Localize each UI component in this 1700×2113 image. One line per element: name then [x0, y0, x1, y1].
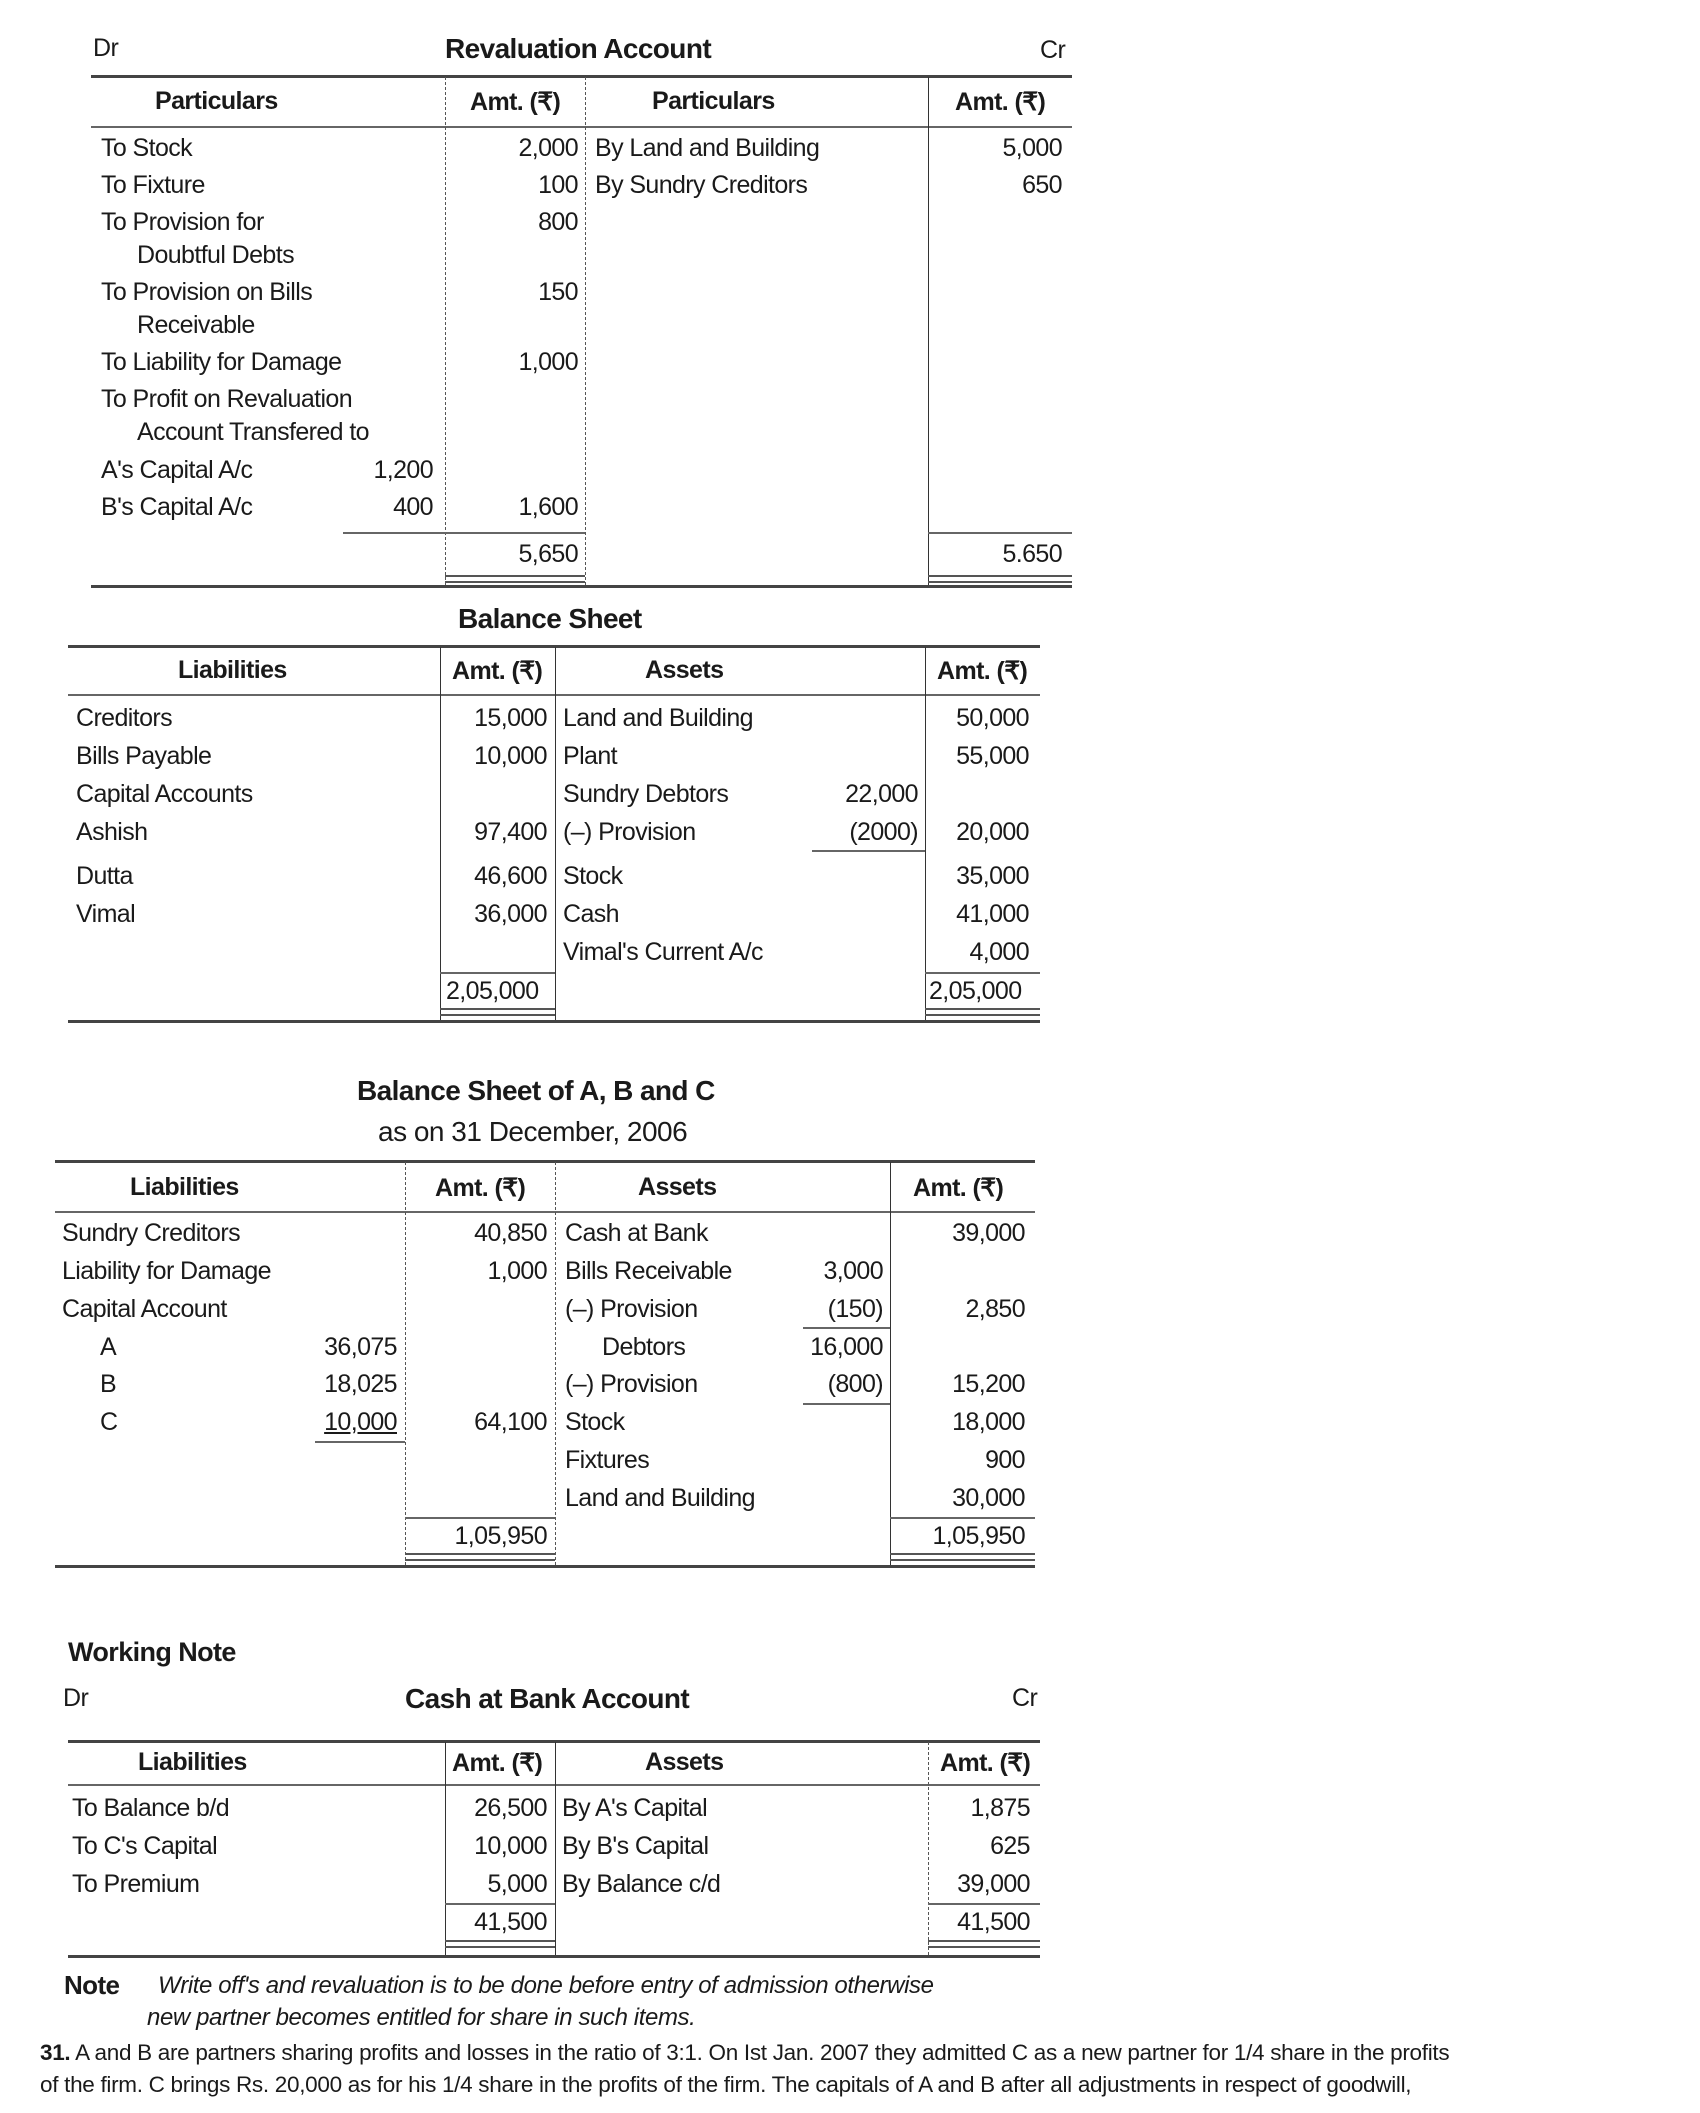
liability-label: Capital Accounts — [76, 780, 253, 808]
credit-row-amount: 650 — [1022, 171, 1062, 199]
header-amount-l: Amt. (₹) — [452, 657, 543, 685]
debit-row-label: To Provision on Bills — [101, 278, 313, 306]
asset-label: (–) Provision — [565, 1370, 698, 1398]
asset-label: Stock — [565, 1408, 625, 1436]
partner-label: B — [100, 1370, 117, 1398]
debit-row-label: A's Capital A/c — [101, 456, 253, 484]
liability-amount: 97,400 — [474, 818, 547, 846]
asset-amount: 30,000 — [952, 1484, 1025, 1512]
table-top-rule — [91, 75, 1072, 78]
asset-amount: 2,850 — [965, 1295, 1025, 1323]
debit-row-label-cont: Account Transfered to — [137, 418, 369, 446]
header-amount-a: Amt. (₹) — [937, 657, 1028, 685]
header-liabilities: Liabilities — [178, 656, 287, 684]
partner-label: C — [100, 1408, 118, 1436]
header-amount-dr: Amt. (₹) — [470, 88, 561, 116]
total-double-rule — [445, 575, 585, 583]
debit-row-label: To Profit on Revaluation — [101, 385, 353, 413]
header-particulars-dr: Particulars — [155, 87, 278, 115]
header-rule — [55, 1211, 1035, 1213]
note-line-2: new partner becomes entitled for share in such items. — [147, 2004, 696, 2031]
debit-row-label-cont: Doubtful Debts — [137, 241, 294, 269]
credit-row-label: By A's Capital — [562, 1794, 708, 1822]
header-liabilities: Liabilities — [138, 1748, 247, 1776]
debit-row-amount: 150 — [538, 278, 578, 306]
asset-sub-amount: 22,000 — [845, 780, 918, 808]
balance-sheet-abc-subtitle: as on 31 December, 2006 — [378, 1116, 688, 1147]
dr-label: Dr — [93, 34, 119, 62]
liability-amount: 15,000 — [474, 704, 547, 732]
header-assets: Assets — [645, 1748, 724, 1776]
header-rule — [68, 1784, 1040, 1786]
liability-amount: 36,000 — [474, 900, 547, 928]
header-amount-l: Amt. (₹) — [452, 1749, 543, 1777]
asset-amount: 900 — [985, 1446, 1025, 1474]
debit-row-amount: 800 — [538, 208, 578, 236]
asset-label: (–) Provision — [563, 818, 696, 846]
liability-amount: 46,600 — [474, 862, 547, 890]
header-liabilities: Liabilities — [130, 1173, 239, 1201]
debit-row-label: To Liability for Damage — [101, 348, 342, 376]
table-top-rule — [68, 645, 1040, 648]
asset-amount: 41,000 — [956, 900, 1029, 928]
liability-amount: 40,850 — [474, 1219, 547, 1247]
balance-sheet-abc-title: Balance Sheet of A, B and C — [357, 1075, 715, 1106]
note-label: Note — [64, 1970, 120, 2000]
liability-amount: 1,000 — [487, 1257, 547, 1285]
asset-amount: 35,000 — [956, 862, 1029, 890]
table-bottom-rule — [68, 1020, 1040, 1023]
subtotal-rule — [928, 532, 1072, 534]
subtotal-rule — [405, 1517, 555, 1519]
total-liabilities: 2,05,000 — [446, 977, 539, 1005]
liability-label: Capital Account — [62, 1295, 227, 1323]
debit-row-label: To Stock — [101, 134, 193, 162]
total-credit: 5.650 — [1002, 540, 1062, 568]
asset-sub-amount: 3,000 — [823, 1257, 883, 1285]
credit-row-label: By B's Capital — [562, 1832, 709, 1860]
credit-row-amount: 39,000 — [957, 1870, 1030, 1898]
cash-at-bank-title: Cash at Bank Account — [405, 1683, 690, 1714]
header-assets: Assets — [645, 656, 724, 684]
credit-row-amount: 1,875 — [970, 1794, 1030, 1822]
credit-row-amount: 625 — [990, 1832, 1030, 1860]
subtotal-rule — [440, 972, 555, 974]
balance-sheet-title: Balance Sheet — [458, 603, 642, 634]
col-divider — [555, 1742, 556, 1955]
debit-row-label: To Provision for — [101, 208, 264, 236]
asset-label: Vimal's Current A/c — [563, 938, 763, 966]
debit-row-sub-amount: 400 — [393, 493, 433, 521]
cr-label: Cr — [1012, 1684, 1038, 1712]
header-amount-a: Amt. (₹) — [913, 1174, 1004, 1202]
asset-label: Cash — [563, 900, 619, 928]
liability-label: Vimal — [76, 900, 136, 928]
dr-label: Dr — [63, 1684, 89, 1712]
total-liabilities: 1,05,950 — [454, 1522, 547, 1550]
asset-amount: 50,000 — [956, 704, 1029, 732]
total-double-rule — [890, 1553, 1035, 1561]
subtotal-rule — [925, 972, 1040, 974]
cr-label: Cr — [1040, 36, 1066, 64]
debit-row-amount: 10,000 — [474, 1832, 547, 1860]
liability-label: Dutta — [76, 862, 133, 890]
revaluation-title: Revaluation Account — [445, 33, 712, 64]
total-double-rule — [445, 1940, 555, 1948]
asset-label: Sundry Debtors — [563, 780, 729, 808]
subtotal-rule — [890, 1517, 1035, 1519]
debit-row-sub-amount: 1,200 — [373, 456, 433, 484]
credit-row-label: By Balance c/d — [562, 1870, 721, 1898]
col-divider — [555, 1162, 556, 1565]
asset-sub-amount: (2000) — [849, 818, 918, 846]
partner-capital: 18,025 — [324, 1370, 397, 1398]
asset-label: Cash at Bank — [565, 1219, 708, 1247]
credit-row-amount: 5,000 — [1002, 134, 1062, 162]
question-number: 31. — [40, 2040, 71, 2065]
subtotal-rule — [928, 1903, 1040, 1905]
liability-amount: 64,100 — [474, 1408, 547, 1436]
header-particulars-cr: Particulars — [652, 87, 775, 115]
question-line-2: of the firm. C brings Rs. 20,000 as for his 1/4 share in the profits of the firm. The capitals of A and B after all adjustments in respect of goodwill, — [40, 2072, 1412, 2097]
total-debit: 41,500 — [474, 1908, 547, 1936]
header-rule — [68, 694, 1040, 696]
liability-label: Liability for Damage — [62, 1257, 271, 1285]
question-line-1 — [40, 2040, 1449, 2066]
debit-row-amount: 1,000 — [518, 348, 578, 376]
table-bottom-rule — [55, 1565, 1035, 1568]
total-double-rule — [928, 575, 1072, 583]
table-top-rule — [68, 1740, 1040, 1743]
col-divider — [585, 77, 586, 585]
asset-amount: 18,000 — [952, 1408, 1025, 1436]
header-amount-cr: Amt. (₹) — [955, 88, 1046, 116]
liability-label: Creditors — [76, 704, 173, 732]
debit-row-label-cont: Receivable — [137, 311, 255, 339]
note-line-1: Write off's and revaluation is to be done before entry of admission otherwise — [158, 1972, 934, 1999]
asset-amount: 39,000 — [952, 1219, 1025, 1247]
total-double-rule — [925, 1008, 1040, 1016]
debit-row-label: To C's Capital — [72, 1832, 218, 1860]
asset-sub-amount: (150) — [827, 1295, 883, 1323]
header-assets: Assets — [638, 1173, 717, 1201]
debit-row-label: To Balance b/d — [72, 1794, 229, 1822]
asset-label: Stock — [563, 862, 623, 890]
debit-row-label: To Fixture — [101, 171, 205, 199]
asset-label: (–) Provision — [565, 1295, 698, 1323]
asset-label: Fixtures — [565, 1446, 650, 1474]
total-assets: 2,05,000 — [929, 977, 1022, 1005]
subtotal-rule — [445, 1903, 555, 1905]
debit-row-label: To Premium — [72, 1870, 200, 1898]
header-rule — [91, 126, 1072, 128]
subtotal-rule — [343, 532, 585, 534]
total-debit: 5,650 — [518, 540, 578, 568]
asset-label: Plant — [563, 742, 617, 770]
partner-capital: 36,075 — [324, 1333, 397, 1361]
asset-sub-amount: 16,000 — [810, 1333, 883, 1361]
subtotal-rule — [803, 1327, 890, 1329]
asset-label: Land and Building — [563, 704, 753, 732]
credit-row-label: By Sundry Creditors — [595, 171, 808, 199]
debit-row-label: B's Capital A/c — [101, 493, 253, 521]
asset-amount: 55,000 — [956, 742, 1029, 770]
total-assets: 1,05,950 — [932, 1522, 1025, 1550]
table-bottom-rule — [91, 585, 1072, 588]
liability-label: Bills Payable — [76, 742, 212, 770]
debit-row-amount: 100 — [538, 171, 578, 199]
asset-label: Bills Receivable — [565, 1257, 732, 1285]
debit-row-amount: 26,500 — [474, 1794, 547, 1822]
liability-amount: 10,000 — [474, 742, 547, 770]
asset-label: Debtors — [602, 1333, 686, 1361]
debit-row-amount: 5,000 — [487, 1870, 547, 1898]
subtotal-rule — [812, 850, 925, 852]
col-divider — [555, 647, 556, 1020]
asset-amount: 15,200 — [952, 1370, 1025, 1398]
working-note-heading: Working Note — [68, 1637, 236, 1667]
total-credit: 41,500 — [957, 1908, 1030, 1936]
debit-row-amount: 1,600 — [518, 493, 578, 521]
liability-label: Sundry Creditors — [62, 1219, 240, 1247]
total-double-rule — [928, 1940, 1040, 1948]
subtotal-rule — [315, 1441, 405, 1443]
liability-label: Ashish — [76, 818, 148, 846]
partner-label: A — [100, 1333, 117, 1361]
debit-row-amount: 2,000 — [518, 134, 578, 162]
header-amount-a: Amt. (₹) — [940, 1749, 1031, 1777]
table-bottom-rule — [68, 1955, 1040, 1958]
asset-label: Land and Building — [565, 1484, 755, 1512]
partner-capital: 10,000 — [324, 1408, 397, 1436]
subtotal-rule — [803, 1403, 890, 1405]
credit-row-label: By Land and Building — [595, 134, 820, 162]
question-text: A and B are partners sharing profits and losses in the ratio of 3:1. On Ist Jan. 2007 they admitted C as a new partner for 1/4 share in the profits — [70, 2040, 1450, 2065]
total-double-rule — [440, 1008, 555, 1016]
header-amount-l: Amt. (₹) — [435, 1174, 526, 1202]
table-top-rule — [55, 1160, 1035, 1163]
asset-amount: 4,000 — [969, 938, 1029, 966]
asset-amount: 20,000 — [956, 818, 1029, 846]
asset-sub-amount: (800) — [827, 1370, 883, 1398]
total-double-rule — [405, 1553, 555, 1561]
